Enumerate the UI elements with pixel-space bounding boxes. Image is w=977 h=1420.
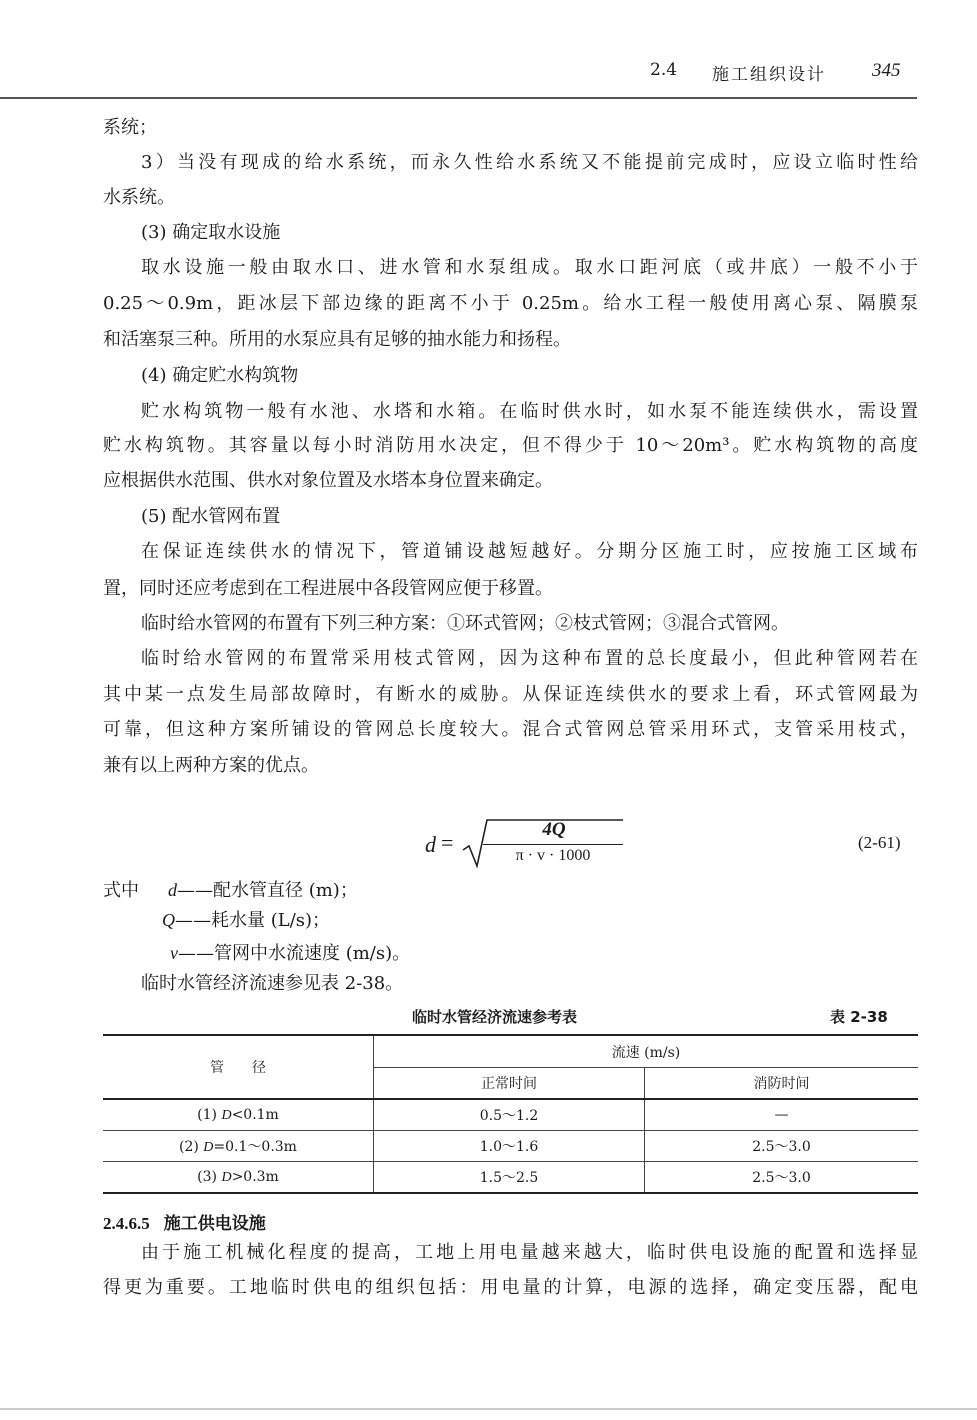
cell-diameter [103, 1162, 374, 1194]
diameter-range: >0.3m [231, 1168, 279, 1185]
table-number: 表 2-38 [830, 1008, 888, 1026]
paragraph-line: 应根据供水范围、供水对象位置及水塔本身位置来确定。 [103, 470, 553, 491]
section-number: 2.4.6.5 [103, 1214, 150, 1233]
paragraph-line: 临时给水管网的布置有下列三种方案：①环式管网；②枝式管网；③混合式管网。 [141, 613, 789, 634]
paragraph-line: 水系统。 [103, 187, 175, 208]
paragraph-line: 其中某一点发生局部故障时，有断水的威胁。从保证连续供水的要求上看，环式管网最为 [103, 684, 918, 705]
symbol-d: d [168, 880, 177, 900]
cell-normal: 0.5～1.2 [374, 1099, 645, 1131]
paragraph-line: 贮水构筑物一般有水池、水塔和水箱。在临时供水时，如水泵不能连续供水，需设置 [141, 401, 918, 422]
diameter-range: =0.1～0.3m [213, 1139, 297, 1155]
table-reference-line: 临时水管经济流速参见表 2-38。 [141, 973, 404, 994]
flow-velocity-table [103, 1034, 918, 1194]
formula-2-61 [425, 818, 625, 872]
cell-fire: 2.5～3.0 [645, 1162, 919, 1194]
where-desc-q: ——耗水量 (L/s)； [175, 910, 331, 931]
formula-denominator: π · v · 1000 [515, 847, 591, 864]
paragraph-line: 在保证连续供水的情况下，管道铺设越短越好。分期分区施工时，应按施工区域布 [141, 541, 918, 562]
header-fire-time: 消防时间 [645, 1068, 919, 1100]
running-header [650, 60, 920, 84]
symbol-q: Q [162, 910, 175, 930]
table-row [103, 1099, 918, 1131]
where-item-d [168, 876, 358, 902]
header-title: 施工组织设计 [712, 65, 826, 85]
where-item-v [170, 939, 410, 965]
cell-normal: 1.5～2.5 [374, 1162, 645, 1194]
formula-number: (2-61) [858, 833, 901, 852]
paragraph-line: 贮水构筑物。其容量以每小时消防用水决定，但不得少于 10～20m³。贮水构筑物的高度 [103, 435, 918, 456]
symbol-D: D [221, 1169, 232, 1185]
paragraph-line: 3）当没有现成的给水系统，而永久性给水系统又不能提前完成时，应设立临时性给 [141, 152, 918, 173]
symbol-D: D [221, 1107, 232, 1123]
diameter-range: <0.1m [231, 1106, 279, 1123]
row-index: (3) [197, 1168, 222, 1185]
where-prefix: 式中 [103, 880, 139, 901]
where-desc-d: ——配水管直径 (m)； [177, 880, 358, 901]
paragraph-line: 得更为重要。工地临时供电的组织包括：用电量的计算，电源的选择，确定变压器，配电 [103, 1277, 918, 1298]
formula-lhs: d [425, 832, 436, 857]
formula-equals: = [441, 830, 454, 855]
symbol-D: D [203, 1140, 214, 1155]
paragraph-line: 取水设施一般由取水口、进水管和水泵组成。取水口距河底（或井底）一般不小于 [141, 257, 918, 278]
row-index: (1) [197, 1106, 222, 1123]
header-normal-time: 正常时间 [374, 1068, 645, 1100]
page-number: 345 [872, 60, 901, 81]
table-caption: 临时水管经济流速参考表 [412, 1008, 578, 1026]
paragraph-line: 可靠，但这种方案所铺设的管网总长度较大。混合式管网总管采用环式，支管采用枝式， [103, 719, 918, 740]
formula-numerator: 4Q [542, 819, 566, 840]
header-pipe-diameter: 管 径 [103, 1035, 374, 1099]
cell-diameter [103, 1131, 374, 1162]
fraction-bar [483, 844, 623, 845]
header-flow-velocity: 流速 (m/s) [374, 1035, 919, 1068]
header-rule [0, 97, 917, 99]
paragraph-line: 和活塞泵三种。所用的水泵应具有足够的抽水能力和扬程。 [103, 329, 571, 350]
where-desc-v: ——管网中水流速度 (m/s)。 [178, 943, 411, 964]
table-row [103, 1162, 918, 1194]
section-heading [103, 1209, 266, 1234]
row-index: (2) [179, 1139, 204, 1155]
cell-fire: 2.5～3.0 [645, 1131, 919, 1162]
paragraph-line: 0.25～0.9m，距冰层下部边缘的距离不小于 0.25m。给水工程一般使用离心泵、隔膜泵 [103, 293, 918, 314]
cell-fire: — [645, 1099, 919, 1131]
paragraph-line: 临时给水管网的布置常采用枝式管网，因为这种布置的总长度最小，但此种管网若在 [141, 648, 918, 669]
section-title: 施工供电设施 [163, 1214, 266, 1234]
where-item-q [162, 906, 330, 932]
subheading-intake: (3) 确定取水设施 [141, 222, 281, 243]
subheading-storage: (4) 确定贮水构筑物 [141, 365, 299, 386]
paragraph-line: 兼有以上两种方案的优点。 [103, 755, 319, 776]
paragraph-line: 系统； [103, 117, 157, 138]
subheading-network: (5) 配水管网布置 [141, 506, 281, 527]
cell-normal: 1.0～1.6 [374, 1131, 645, 1162]
cell-diameter [103, 1099, 374, 1131]
page-edge [0, 1408, 977, 1410]
paragraph-line: 置，同时还应考虑到在工程进展中各段管网应便于移置。 [103, 578, 553, 599]
paragraph-line: 由于施工机械化程度的提高，工地上用电量越来越大，临时供电设施的配置和选择显 [141, 1242, 918, 1263]
symbol-v: v [170, 943, 178, 963]
table-row [103, 1131, 918, 1162]
header-section-number: 2.4 [650, 60, 678, 80]
